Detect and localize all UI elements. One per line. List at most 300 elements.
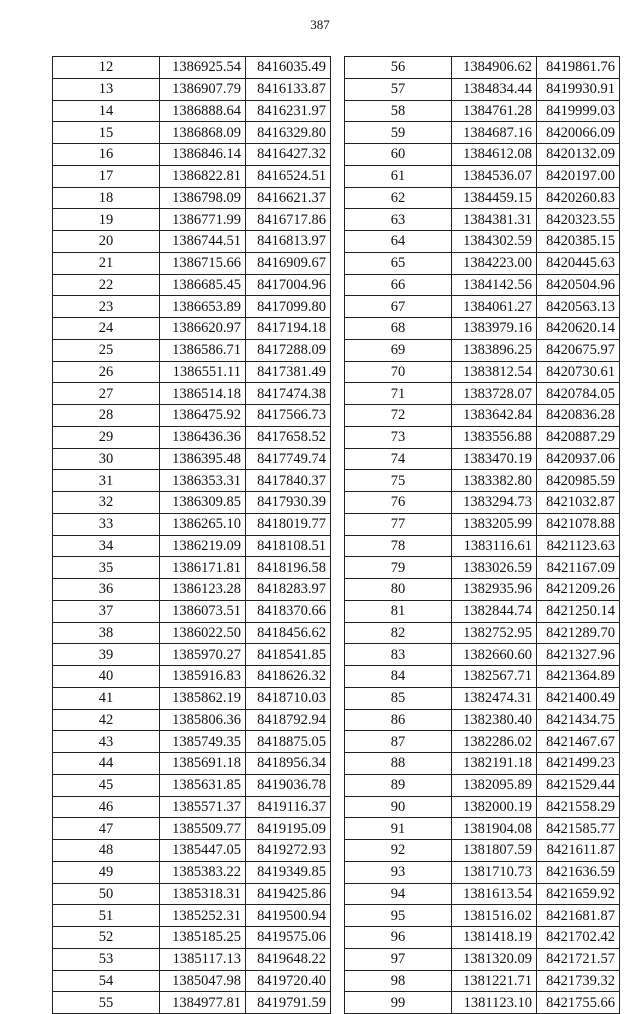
x-coordinate-cell: 1382000.19 <box>452 796 537 818</box>
table-row <box>345 992 620 1014</box>
x-coordinate-cell: 1386309.85 <box>160 492 246 514</box>
x-coordinate-cell: 1386123.28 <box>160 579 246 601</box>
y-coordinate-cell: 8420260.83 <box>537 187 620 209</box>
point-number-cell: 51 <box>53 905 160 927</box>
point-number-cell: 76 <box>345 492 452 514</box>
table-row <box>53 796 331 818</box>
y-coordinate-cell: 8420197.00 <box>537 165 620 187</box>
x-coordinate-cell: 1386265.10 <box>160 513 246 535</box>
x-coordinate-cell: 1384536.07 <box>452 165 537 187</box>
point-number-cell: 50 <box>53 883 160 905</box>
point-number-cell: 52 <box>53 927 160 949</box>
y-coordinate-cell: 8421364.89 <box>537 666 620 688</box>
table-row <box>53 470 331 492</box>
x-coordinate-cell: 1385631.85 <box>160 774 246 796</box>
point-number-cell: 12 <box>53 57 160 79</box>
point-number-cell: 77 <box>345 513 452 535</box>
y-coordinate-cell: 8419720.40 <box>246 970 331 992</box>
x-coordinate-cell: 1381123.10 <box>452 992 537 1014</box>
table-row <box>345 231 620 253</box>
x-coordinate-cell: 1385571.37 <box>160 796 246 818</box>
table-row <box>53 492 331 514</box>
x-coordinate-cell: 1381807.59 <box>452 840 537 862</box>
y-coordinate-cell: 8418710.03 <box>246 687 331 709</box>
table-row <box>345 861 620 883</box>
table-row <box>53 970 331 992</box>
x-coordinate-cell: 1386475.92 <box>160 405 246 427</box>
x-coordinate-cell: 1386073.51 <box>160 600 246 622</box>
point-number-cell: 40 <box>53 666 160 688</box>
x-coordinate-cell: 1382095.89 <box>452 774 537 796</box>
point-number-cell: 93 <box>345 861 452 883</box>
y-coordinate-cell: 8418456.62 <box>246 622 331 644</box>
x-coordinate-cell: 1386822.81 <box>160 165 246 187</box>
y-coordinate-cell: 8420563.13 <box>537 296 620 318</box>
point-number-cell: 94 <box>345 883 452 905</box>
table-row <box>53 100 331 122</box>
point-number-cell: 32 <box>53 492 160 514</box>
x-coordinate-cell: 1382191.18 <box>452 753 537 775</box>
y-coordinate-cell: 8416427.32 <box>246 144 331 166</box>
y-coordinate-cell: 8421209.26 <box>537 579 620 601</box>
y-coordinate-cell: 8419930.91 <box>537 78 620 100</box>
y-coordinate-cell: 8421659.92 <box>537 883 620 905</box>
y-coordinate-cell: 8417749.74 <box>246 448 331 470</box>
point-number-cell: 81 <box>345 600 452 622</box>
y-coordinate-cell: 8416621.37 <box>246 187 331 209</box>
table-row <box>53 383 331 405</box>
x-coordinate-cell: 1386888.64 <box>160 100 246 122</box>
x-coordinate-cell: 1384906.62 <box>452 57 537 79</box>
x-coordinate-cell: 1384977.81 <box>160 992 246 1014</box>
x-coordinate-cell: 1381904.08 <box>452 818 537 840</box>
point-number-cell: 25 <box>53 339 160 361</box>
y-coordinate-cell: 8420620.14 <box>537 318 620 340</box>
x-coordinate-cell: 1385185.25 <box>160 927 246 949</box>
y-coordinate-cell: 8420132.09 <box>537 144 620 166</box>
point-number-cell: 89 <box>345 774 452 796</box>
y-coordinate-cell: 8421167.09 <box>537 557 620 579</box>
x-coordinate-cell: 1386868.09 <box>160 122 246 144</box>
x-coordinate-cell: 1385749.35 <box>160 731 246 753</box>
table-row <box>345 274 620 296</box>
point-number-cell: 21 <box>53 252 160 274</box>
table-row <box>345 122 620 144</box>
point-number-cell: 18 <box>53 187 160 209</box>
y-coordinate-cell: 8420066.09 <box>537 122 620 144</box>
x-coordinate-cell: 1386925.54 <box>160 57 246 79</box>
x-coordinate-cell: 1386846.14 <box>160 144 246 166</box>
y-coordinate-cell: 8421032.87 <box>537 492 620 514</box>
x-coordinate-cell: 1381418.19 <box>452 927 537 949</box>
x-coordinate-cell: 1385970.27 <box>160 644 246 666</box>
point-number-cell: 72 <box>345 405 452 427</box>
point-number-cell: 70 <box>345 361 452 383</box>
table-row <box>53 948 331 970</box>
x-coordinate-cell: 1386620.97 <box>160 318 246 340</box>
y-coordinate-cell: 8416133.87 <box>246 78 331 100</box>
y-coordinate-cell: 8417474.38 <box>246 383 331 405</box>
table-row <box>345 600 620 622</box>
x-coordinate-cell: 1386514.18 <box>160 383 246 405</box>
point-number-cell: 64 <box>345 231 452 253</box>
table-row <box>53 622 331 644</box>
table-row <box>53 687 331 709</box>
point-number-cell: 49 <box>53 861 160 883</box>
table-row <box>345 927 620 949</box>
x-coordinate-cell: 1384834.44 <box>452 78 537 100</box>
x-coordinate-cell: 1381221.71 <box>452 970 537 992</box>
y-coordinate-cell: 8417288.09 <box>246 339 331 361</box>
point-number-cell: 65 <box>345 252 452 274</box>
table-row <box>345 296 620 318</box>
table-row <box>345 448 620 470</box>
table-row <box>53 426 331 448</box>
point-number-cell: 97 <box>345 948 452 970</box>
point-number-cell: 63 <box>345 209 452 231</box>
y-coordinate-cell: 8417099.80 <box>246 296 331 318</box>
table-row <box>53 252 331 274</box>
point-number-cell: 20 <box>53 231 160 253</box>
x-coordinate-cell: 1383896.25 <box>452 339 537 361</box>
table-row <box>345 100 620 122</box>
table-row <box>53 187 331 209</box>
table-row <box>345 687 620 709</box>
table-row <box>345 666 620 688</box>
x-coordinate-cell: 1384223.00 <box>452 252 537 274</box>
table-row <box>345 209 620 231</box>
table-row <box>53 448 331 470</box>
coordinates-table-right <box>344 56 620 1014</box>
table-row <box>345 622 620 644</box>
y-coordinate-cell: 8420887.29 <box>537 426 620 448</box>
point-number-cell: 74 <box>345 448 452 470</box>
point-number-cell: 23 <box>53 296 160 318</box>
y-coordinate-cell: 8417194.18 <box>246 318 331 340</box>
table-row <box>345 731 620 753</box>
point-number-cell: 71 <box>345 383 452 405</box>
table-row <box>53 231 331 253</box>
point-number-cell: 37 <box>53 600 160 622</box>
y-coordinate-cell: 8418108.51 <box>246 535 331 557</box>
point-number-cell: 73 <box>345 426 452 448</box>
x-coordinate-cell: 1384687.16 <box>452 122 537 144</box>
table-row <box>345 492 620 514</box>
y-coordinate-cell: 8419500.94 <box>246 905 331 927</box>
x-coordinate-cell: 1386436.36 <box>160 426 246 448</box>
point-number-cell: 41 <box>53 687 160 709</box>
x-coordinate-cell: 1384459.15 <box>452 187 537 209</box>
point-number-cell: 86 <box>345 709 452 731</box>
point-number-cell: 47 <box>53 818 160 840</box>
x-coordinate-cell: 1383294.73 <box>452 492 537 514</box>
table-row <box>53 122 331 144</box>
point-number-cell: 36 <box>53 579 160 601</box>
table-row <box>345 535 620 557</box>
x-coordinate-cell: 1381613.54 <box>452 883 537 905</box>
point-number-cell: 82 <box>345 622 452 644</box>
table-row <box>53 557 331 579</box>
y-coordinate-cell: 8421529.44 <box>537 774 620 796</box>
y-coordinate-cell: 8417658.52 <box>246 426 331 448</box>
y-coordinate-cell: 8421558.29 <box>537 796 620 818</box>
y-coordinate-cell: 8419116.37 <box>246 796 331 818</box>
point-number-cell: 27 <box>53 383 160 405</box>
y-coordinate-cell: 8421702.42 <box>537 927 620 949</box>
table-row <box>345 753 620 775</box>
y-coordinate-cell: 8420836.28 <box>537 405 620 427</box>
y-coordinate-cell: 8419575.06 <box>246 927 331 949</box>
table-row <box>53 774 331 796</box>
y-coordinate-cell: 8421250.14 <box>537 600 620 622</box>
x-coordinate-cell: 1386744.51 <box>160 231 246 253</box>
y-coordinate-cell: 8418541.85 <box>246 644 331 666</box>
table-row <box>345 187 620 209</box>
x-coordinate-cell: 1381320.09 <box>452 948 537 970</box>
table-row <box>53 600 331 622</box>
x-coordinate-cell: 1382660.60 <box>452 644 537 666</box>
point-number-cell: 19 <box>53 209 160 231</box>
table-row <box>53 818 331 840</box>
y-coordinate-cell: 8419999.03 <box>537 100 620 122</box>
point-number-cell: 44 <box>53 753 160 775</box>
table-row <box>53 927 331 949</box>
y-coordinate-cell: 8416329.80 <box>246 122 331 144</box>
point-number-cell: 46 <box>53 796 160 818</box>
x-coordinate-cell: 1385916.83 <box>160 666 246 688</box>
x-coordinate-cell: 1386022.50 <box>160 622 246 644</box>
y-coordinate-cell: 8418370.66 <box>246 600 331 622</box>
y-coordinate-cell: 8418019.77 <box>246 513 331 535</box>
point-number-cell: 48 <box>53 840 160 862</box>
y-coordinate-cell: 8421123.63 <box>537 535 620 557</box>
x-coordinate-cell: 1383205.99 <box>452 513 537 535</box>
x-coordinate-cell: 1385383.22 <box>160 861 246 883</box>
table-row <box>53 209 331 231</box>
x-coordinate-cell: 1386771.99 <box>160 209 246 231</box>
point-number-cell: 24 <box>53 318 160 340</box>
x-coordinate-cell: 1386586.71 <box>160 339 246 361</box>
table-row <box>345 579 620 601</box>
y-coordinate-cell: 8421434.75 <box>537 709 620 731</box>
y-coordinate-cell: 8421499.23 <box>537 753 620 775</box>
table-row <box>345 796 620 818</box>
x-coordinate-cell: 1382380.40 <box>452 709 537 731</box>
table-row <box>53 339 331 361</box>
point-number-cell: 90 <box>345 796 452 818</box>
coordinates-table-left <box>52 56 331 1014</box>
table-row <box>345 144 620 166</box>
table-row <box>345 78 620 100</box>
x-coordinate-cell: 1386685.45 <box>160 274 246 296</box>
point-number-cell: 58 <box>345 100 452 122</box>
table-row <box>345 970 620 992</box>
table-row <box>345 470 620 492</box>
point-number-cell: 35 <box>53 557 160 579</box>
x-coordinate-cell: 1386353.31 <box>160 470 246 492</box>
y-coordinate-cell: 8419861.76 <box>537 57 620 79</box>
table-row <box>53 361 331 383</box>
x-coordinate-cell: 1386551.11 <box>160 361 246 383</box>
table-row <box>53 861 331 883</box>
x-coordinate-cell: 1386219.09 <box>160 535 246 557</box>
y-coordinate-cell: 8421289.70 <box>537 622 620 644</box>
x-coordinate-cell: 1386653.89 <box>160 296 246 318</box>
point-number-cell: 43 <box>53 731 160 753</box>
x-coordinate-cell: 1385318.31 <box>160 883 246 905</box>
x-coordinate-cell: 1381710.73 <box>452 861 537 883</box>
table-row <box>53 709 331 731</box>
point-number-cell: 30 <box>53 448 160 470</box>
table-row <box>53 296 331 318</box>
point-number-cell: 26 <box>53 361 160 383</box>
x-coordinate-cell: 1384142.56 <box>452 274 537 296</box>
x-coordinate-cell: 1384761.28 <box>452 100 537 122</box>
table-row <box>53 535 331 557</box>
point-number-cell: 29 <box>53 426 160 448</box>
x-coordinate-cell: 1386171.81 <box>160 557 246 579</box>
y-coordinate-cell: 8416231.97 <box>246 100 331 122</box>
y-coordinate-cell: 8416035.49 <box>246 57 331 79</box>
table-row <box>345 57 620 79</box>
table-row <box>53 144 331 166</box>
point-number-cell: 56 <box>345 57 452 79</box>
point-number-cell: 79 <box>345 557 452 579</box>
x-coordinate-cell: 1385117.13 <box>160 948 246 970</box>
x-coordinate-cell: 1383556.88 <box>452 426 537 448</box>
table-row <box>345 883 620 905</box>
table-row <box>345 339 620 361</box>
y-coordinate-cell: 8418626.32 <box>246 666 331 688</box>
point-number-cell: 60 <box>345 144 452 166</box>
y-coordinate-cell: 8421681.87 <box>537 905 620 927</box>
point-number-cell: 75 <box>345 470 452 492</box>
table-row <box>345 840 620 862</box>
point-number-cell: 87 <box>345 731 452 753</box>
x-coordinate-cell: 1383812.54 <box>452 361 537 383</box>
table-row <box>53 274 331 296</box>
x-coordinate-cell: 1382752.95 <box>452 622 537 644</box>
point-number-cell: 55 <box>53 992 160 1014</box>
point-number-cell: 67 <box>345 296 452 318</box>
table-row <box>345 818 620 840</box>
table-row <box>345 513 620 535</box>
point-number-cell: 61 <box>345 165 452 187</box>
x-coordinate-cell: 1383979.16 <box>452 318 537 340</box>
point-number-cell: 68 <box>345 318 452 340</box>
y-coordinate-cell: 8417004.96 <box>246 274 331 296</box>
point-number-cell: 42 <box>53 709 160 731</box>
x-coordinate-cell: 1385047.98 <box>160 970 246 992</box>
y-coordinate-cell: 8417381.49 <box>246 361 331 383</box>
x-coordinate-cell: 1385447.05 <box>160 840 246 862</box>
y-coordinate-cell: 8421611.87 <box>537 840 620 862</box>
x-coordinate-cell: 1384302.59 <box>452 231 537 253</box>
y-coordinate-cell: 8420784.05 <box>537 383 620 405</box>
point-number-cell: 38 <box>53 622 160 644</box>
y-coordinate-cell: 8421400.49 <box>537 687 620 709</box>
table-row <box>53 753 331 775</box>
table-row <box>53 513 331 535</box>
point-number-cell: 66 <box>345 274 452 296</box>
table-row <box>345 252 620 274</box>
point-number-cell: 98 <box>345 970 452 992</box>
x-coordinate-cell: 1385252.31 <box>160 905 246 927</box>
y-coordinate-cell: 8421739.32 <box>537 970 620 992</box>
y-coordinate-cell: 8420385.15 <box>537 231 620 253</box>
point-number-cell: 96 <box>345 927 452 949</box>
x-coordinate-cell: 1383728.07 <box>452 383 537 405</box>
x-coordinate-cell: 1382286.02 <box>452 731 537 753</box>
point-number-cell: 54 <box>53 970 160 992</box>
point-number-cell: 39 <box>53 644 160 666</box>
point-number-cell: 31 <box>53 470 160 492</box>
page-number: 387 <box>310 17 330 32</box>
table-row <box>53 644 331 666</box>
y-coordinate-cell: 8421585.77 <box>537 818 620 840</box>
point-number-cell: 92 <box>345 840 452 862</box>
table-row <box>53 579 331 601</box>
point-number-cell: 84 <box>345 666 452 688</box>
x-coordinate-cell: 1383026.59 <box>452 557 537 579</box>
y-coordinate-cell: 8416909.67 <box>246 252 331 274</box>
table-row <box>345 318 620 340</box>
y-coordinate-cell: 8420730.61 <box>537 361 620 383</box>
y-coordinate-cell: 8416524.51 <box>246 165 331 187</box>
y-coordinate-cell: 8421467.67 <box>537 731 620 753</box>
y-coordinate-cell: 8421636.59 <box>537 861 620 883</box>
table-row <box>53 405 331 427</box>
table-row <box>345 165 620 187</box>
y-coordinate-cell: 8418956.34 <box>246 753 331 775</box>
y-coordinate-cell: 8419791.59 <box>246 992 331 1014</box>
point-number-cell: 80 <box>345 579 452 601</box>
y-coordinate-cell: 8421755.66 <box>537 992 620 1014</box>
y-coordinate-cell: 8419036.78 <box>246 774 331 796</box>
y-coordinate-cell: 8421327.96 <box>537 644 620 666</box>
point-number-cell: 17 <box>53 165 160 187</box>
y-coordinate-cell: 8418875.05 <box>246 731 331 753</box>
x-coordinate-cell: 1386715.66 <box>160 252 246 274</box>
point-number-cell: 83 <box>345 644 452 666</box>
point-number-cell: 91 <box>345 818 452 840</box>
table-row <box>345 426 620 448</box>
table-row <box>53 840 331 862</box>
y-coordinate-cell: 8420504.96 <box>537 274 620 296</box>
x-coordinate-cell: 1386395.48 <box>160 448 246 470</box>
point-number-cell: 85 <box>345 687 452 709</box>
x-coordinate-cell: 1384612.08 <box>452 144 537 166</box>
table-row <box>345 644 620 666</box>
y-coordinate-cell: 8418283.97 <box>246 579 331 601</box>
y-coordinate-cell: 8421078.88 <box>537 513 620 535</box>
y-coordinate-cell: 8420937.06 <box>537 448 620 470</box>
table-row <box>345 557 620 579</box>
y-coordinate-cell: 8419425.86 <box>246 883 331 905</box>
x-coordinate-cell: 1382567.71 <box>452 666 537 688</box>
x-coordinate-cell: 1382474.31 <box>452 687 537 709</box>
x-coordinate-cell: 1384061.27 <box>452 296 537 318</box>
y-coordinate-cell: 8418196.58 <box>246 557 331 579</box>
table-row <box>53 905 331 927</box>
table-row <box>345 948 620 970</box>
x-coordinate-cell: 1383382.80 <box>452 470 537 492</box>
point-number-cell: 99 <box>345 992 452 1014</box>
y-coordinate-cell: 8416813.97 <box>246 231 331 253</box>
point-number-cell: 13 <box>53 78 160 100</box>
y-coordinate-cell: 8419349.85 <box>246 861 331 883</box>
x-coordinate-cell: 1385509.77 <box>160 818 246 840</box>
